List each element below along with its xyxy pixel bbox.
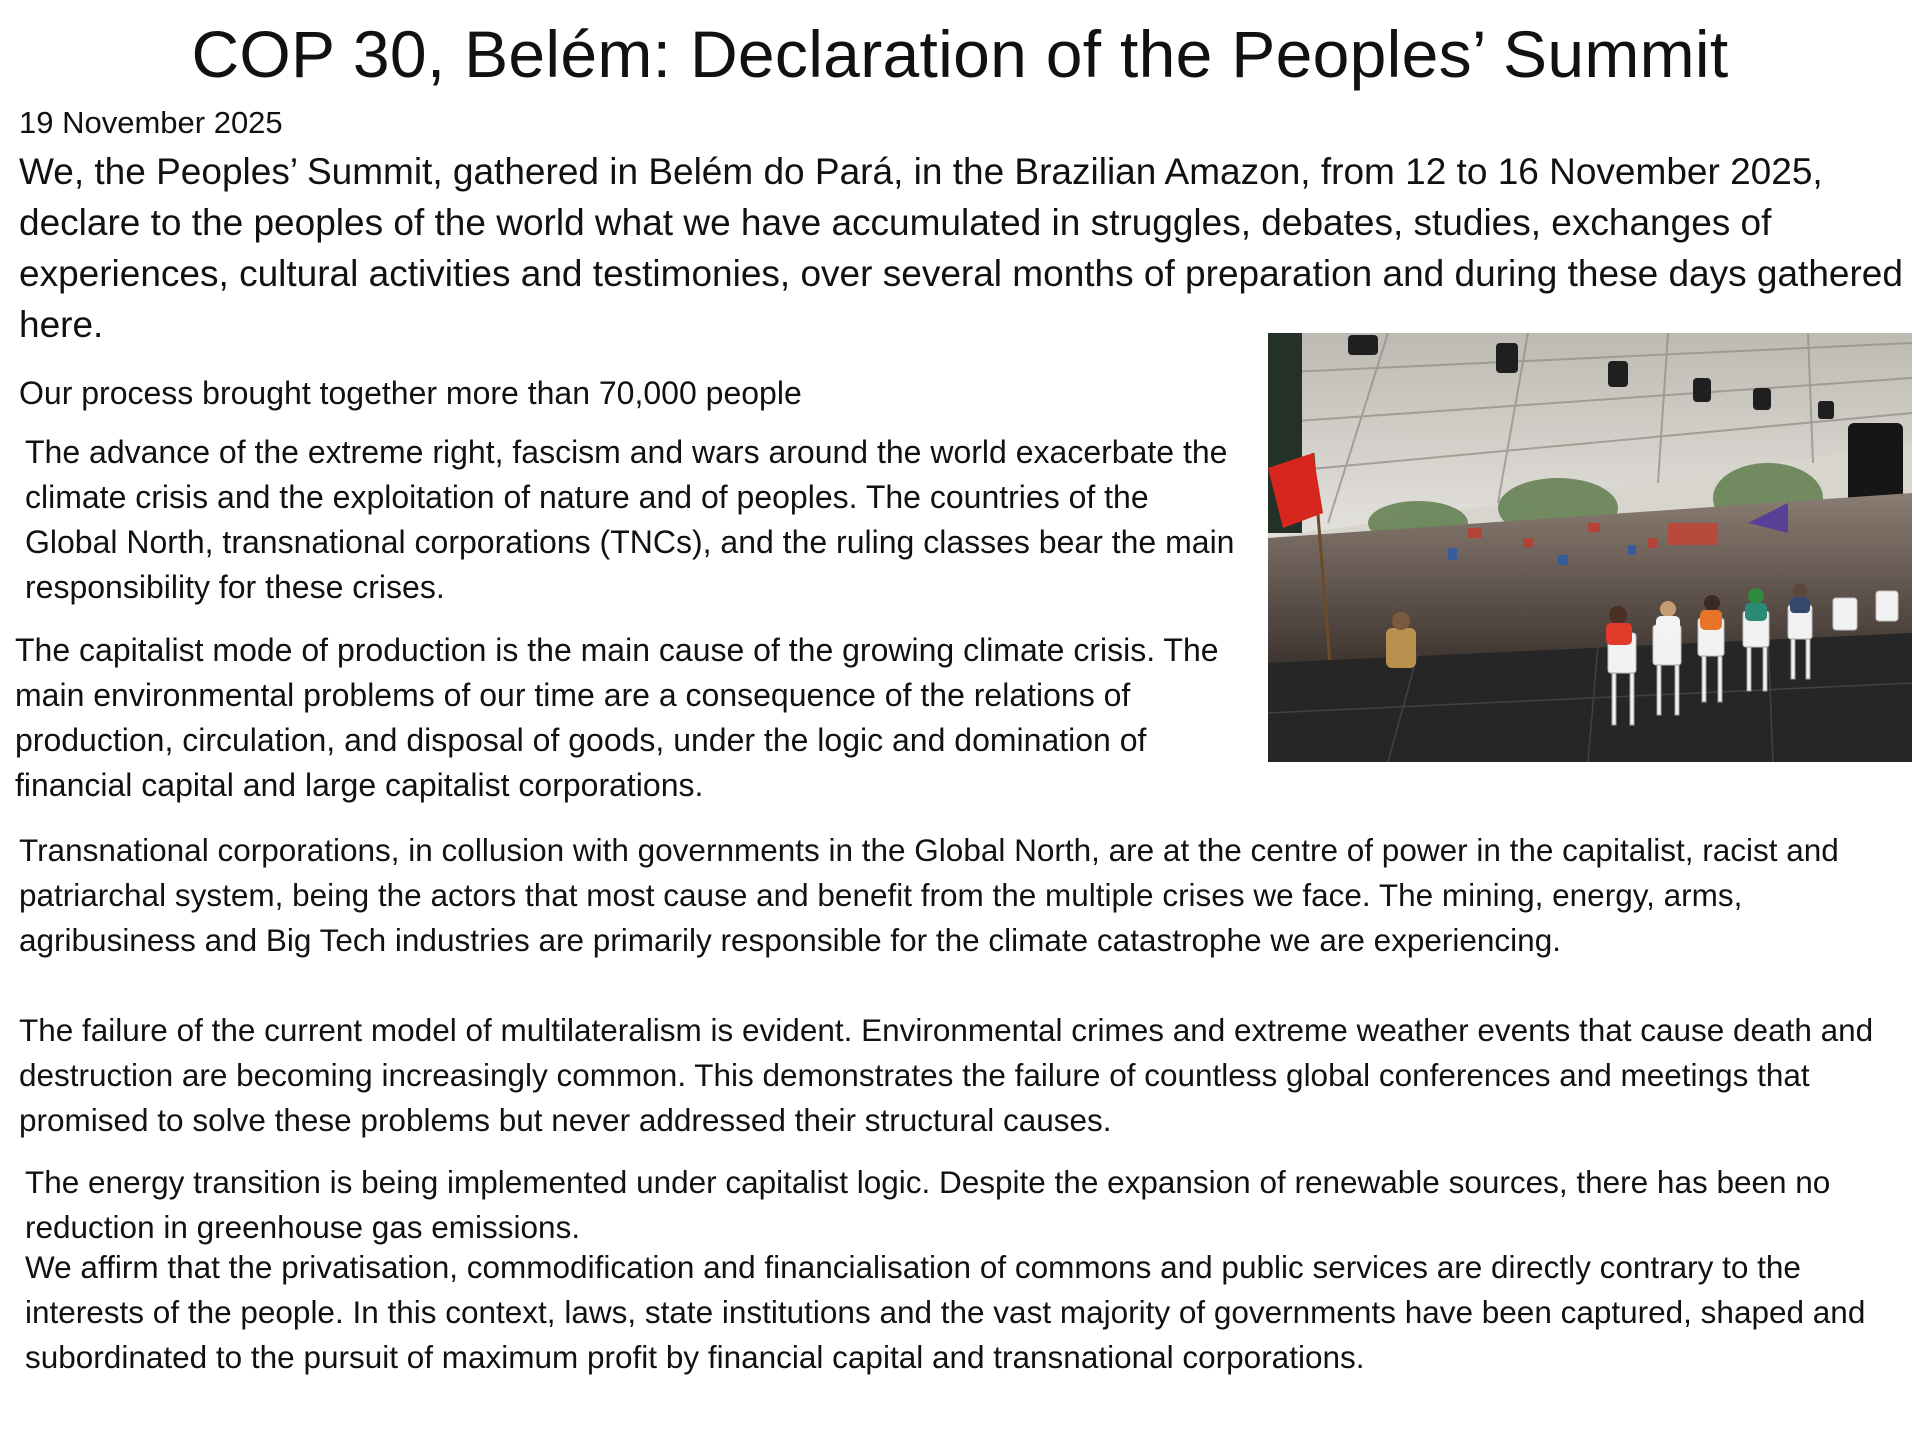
paragraph-privatisation: We affirm that the privatisation, commodification and financialisation of commons and public services are directly contrary to the interests of the people. In this context, laws, state institutions and the vast majority of governments have been captured, shaped and subordinated to the pursuit of maximum profit by financial capital and transnational corporations. xyxy=(25,1249,1866,1375)
paragraph-energy-transition: The energy transition is being implemented under capitalist logic. Despite the expansion of renewable sources, there has been no reduction in greenhouse gas emissions. xyxy=(25,1164,1831,1245)
summit-assembly-photo xyxy=(1268,333,1912,762)
paragraph-transnational-corporations: Transnational corporations, in collusion with governments in the Global North, are at the centre of power in the capitalist, racist and patriarchal system, being the actors that most cause and benefit from the multiple crises we face. The mining, energy, arms, agribusiness and Big Tech industries are primarily responsible for the climate catastrophe we are experiencing. xyxy=(19,832,1839,958)
paragraph-extreme-right: The advance of the extreme right, fascism and wars around the world exacerbate the climate crisis and the exploitation of nature and of peoples. The countries of the Global North, transnational corporations (TNCs), and the ruling classes bear the main responsibility for these crises. xyxy=(25,434,1235,605)
publication-date: 19 November 2025 xyxy=(19,105,283,140)
paragraph-multilateralism: The failure of the current model of multilateralism is evident. Environmental crimes and extreme weather events that cause death and destruction are becoming increasingly common. This demonstrates the failure of countless global conferences and meetings that promised to solve these problems but never addressed their structural causes. xyxy=(19,1012,1874,1138)
intro-paragraph: We, the Peoples’ Summit, gathered in Belém do Pará, in the Brazilian Amazon, from 12 to 16 November 2025, declare to the peoples of the world what we have accumulated in struggles, debates, studies, exchanges of experiences, cultural activities and testimonies, over several months of preparation and during these days gathered here. xyxy=(19,151,1903,345)
page-title: COP 30, Belém: Declaration of the Peoples’ Summit xyxy=(191,17,1729,91)
paragraph-participants: Our process brought together more than 70,000 people xyxy=(19,375,802,411)
paragraph-capitalist-mode: The capitalist mode of production is the main cause of the growing climate crisis. The main environmental problems of our time are a consequence of the relations of production, circulation, and disposal of goods, under the logic and domination of financial capital and large capitalist corporations. xyxy=(15,632,1219,803)
